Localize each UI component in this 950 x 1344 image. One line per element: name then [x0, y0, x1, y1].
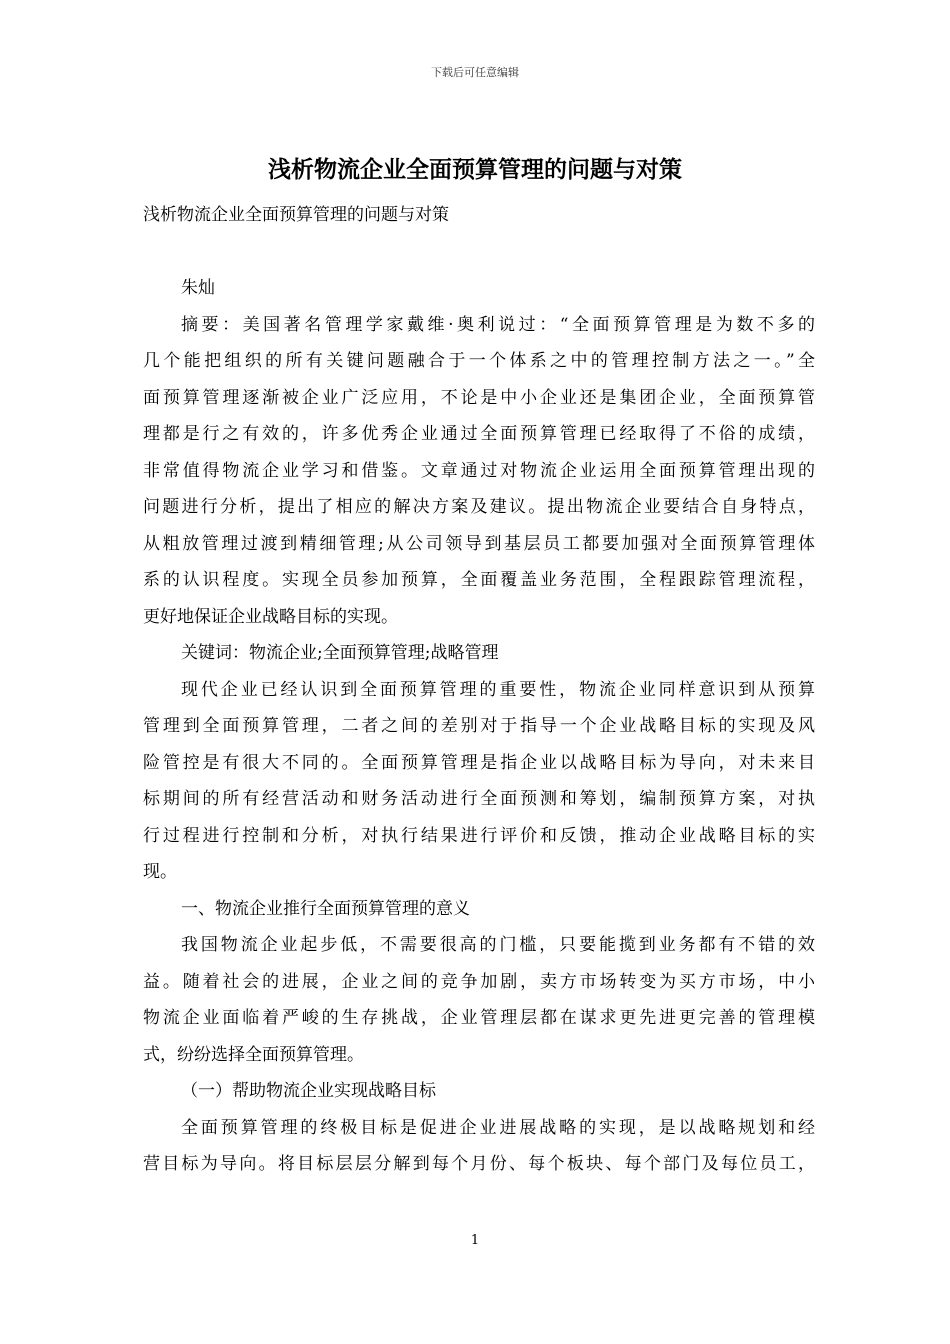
intro-line: 现。: [143, 862, 177, 882]
subsection-heading: （一）帮助物流企业实现战略目标: [181, 1081, 436, 1101]
intro-line: 现代企业已经认识到全面预算管理的重要性，物流企业同样意识到从预算: [181, 679, 815, 700]
abstract-line: 面预算管理逐渐被企业广泛应用，不论是中小企业还是集团企业，全面预算管: [143, 387, 815, 408]
subsection1-line: 全面预算管理的终极目标是促进企业进展战略的实现，是以战略规划和经: [181, 1117, 815, 1138]
document-title: 浅析物流企业全面预算管理的问题与对策: [268, 156, 682, 183]
section1-line: 益。随着社会的进展，企业之间的竞争加剧，卖方市场转变为买方市场，中小: [143, 971, 815, 992]
intro-paragraph: [143, 672, 815, 891]
abstract-line: 系的认识程度。实现全员参加预算，全面覆盖业务范围，全程跟踪管理流程，: [143, 570, 815, 590]
author-name: 朱灿: [181, 278, 215, 298]
page-number: 1: [470, 1233, 480, 1248]
abstract-line: 从粗放管理过渡到精细管理;从公司领导到基层员工都要加强对全面预算管理体: [143, 533, 815, 554]
section1-paragraph: [143, 927, 815, 1073]
abstract-line: 问题进行分析，提出了相应的解决方案及建议。提出物流企业要结合自身特点，: [143, 497, 815, 517]
intro-line: 标期间的所有经营活动和财务活动进行全面预测和筹划，编制预算方案，对执: [143, 789, 815, 809]
section1-line: 式，纷纷选择全面预算管理。: [143, 1044, 364, 1065]
abstract-line: 摘要：美国著名管理学家戴维·奥利说过：“全面预算管理是为数不多的: [181, 314, 815, 335]
section1-line: 物流企业面临着严峻的生存挑战，企业管理层都在谋求更先进更完善的管理模: [143, 1008, 815, 1028]
section-heading: 一、物流企业推行全面预算管理的意义: [181, 898, 470, 919]
header-note: 下载后可任意编辑: [431, 66, 519, 79]
intro-line: 险管控是有很大不同的。全面预算管理是指企业以战略目标为导向，对未来目: [143, 752, 815, 773]
blank-line: [143, 234, 815, 271]
abstract-line: 理都是行之有效的，许多优秀企业通过全面预算管理已经取得了不俗的成绩，: [143, 424, 815, 444]
subsection1-line: 营目标为导向。将目标层层分解到每个月份、每个板块、每个部门及每位员工，: [143, 1154, 815, 1174]
document-body: [143, 197, 815, 1183]
document-subtitle: 浅析物流企业全面预算管理的问题与对策: [143, 205, 449, 225]
intro-line: 管理到全面预算管理，二者之间的差别对于指导一个企业战略目标的实现及风: [143, 716, 815, 736]
intro-line: 行过程进行控制和分析，对执行结果进行评价和反馈，推动企业战略目标的实: [143, 825, 815, 846]
section1-line: 我国物流企业起步低，不需要很高的门槛，只要能揽到业务都有不错的效: [181, 935, 815, 955]
keywords: 关键词：物流企业;全面预算管理;战略管理: [181, 643, 499, 663]
abstract-line: 非常值得物流企业学习和借鉴。文章通过对物流企业运用全面预算管理出现的: [143, 460, 815, 481]
abstract-line: 更好地保证企业战略目标的实现。: [143, 606, 398, 627]
subsection1-paragraph: [143, 1110, 815, 1183]
abstract-line: 几个能把组织的所有关键问题融合于一个体系之中的管理控制方法之一。”全: [143, 351, 815, 371]
abstract-paragraph: [143, 307, 815, 636]
